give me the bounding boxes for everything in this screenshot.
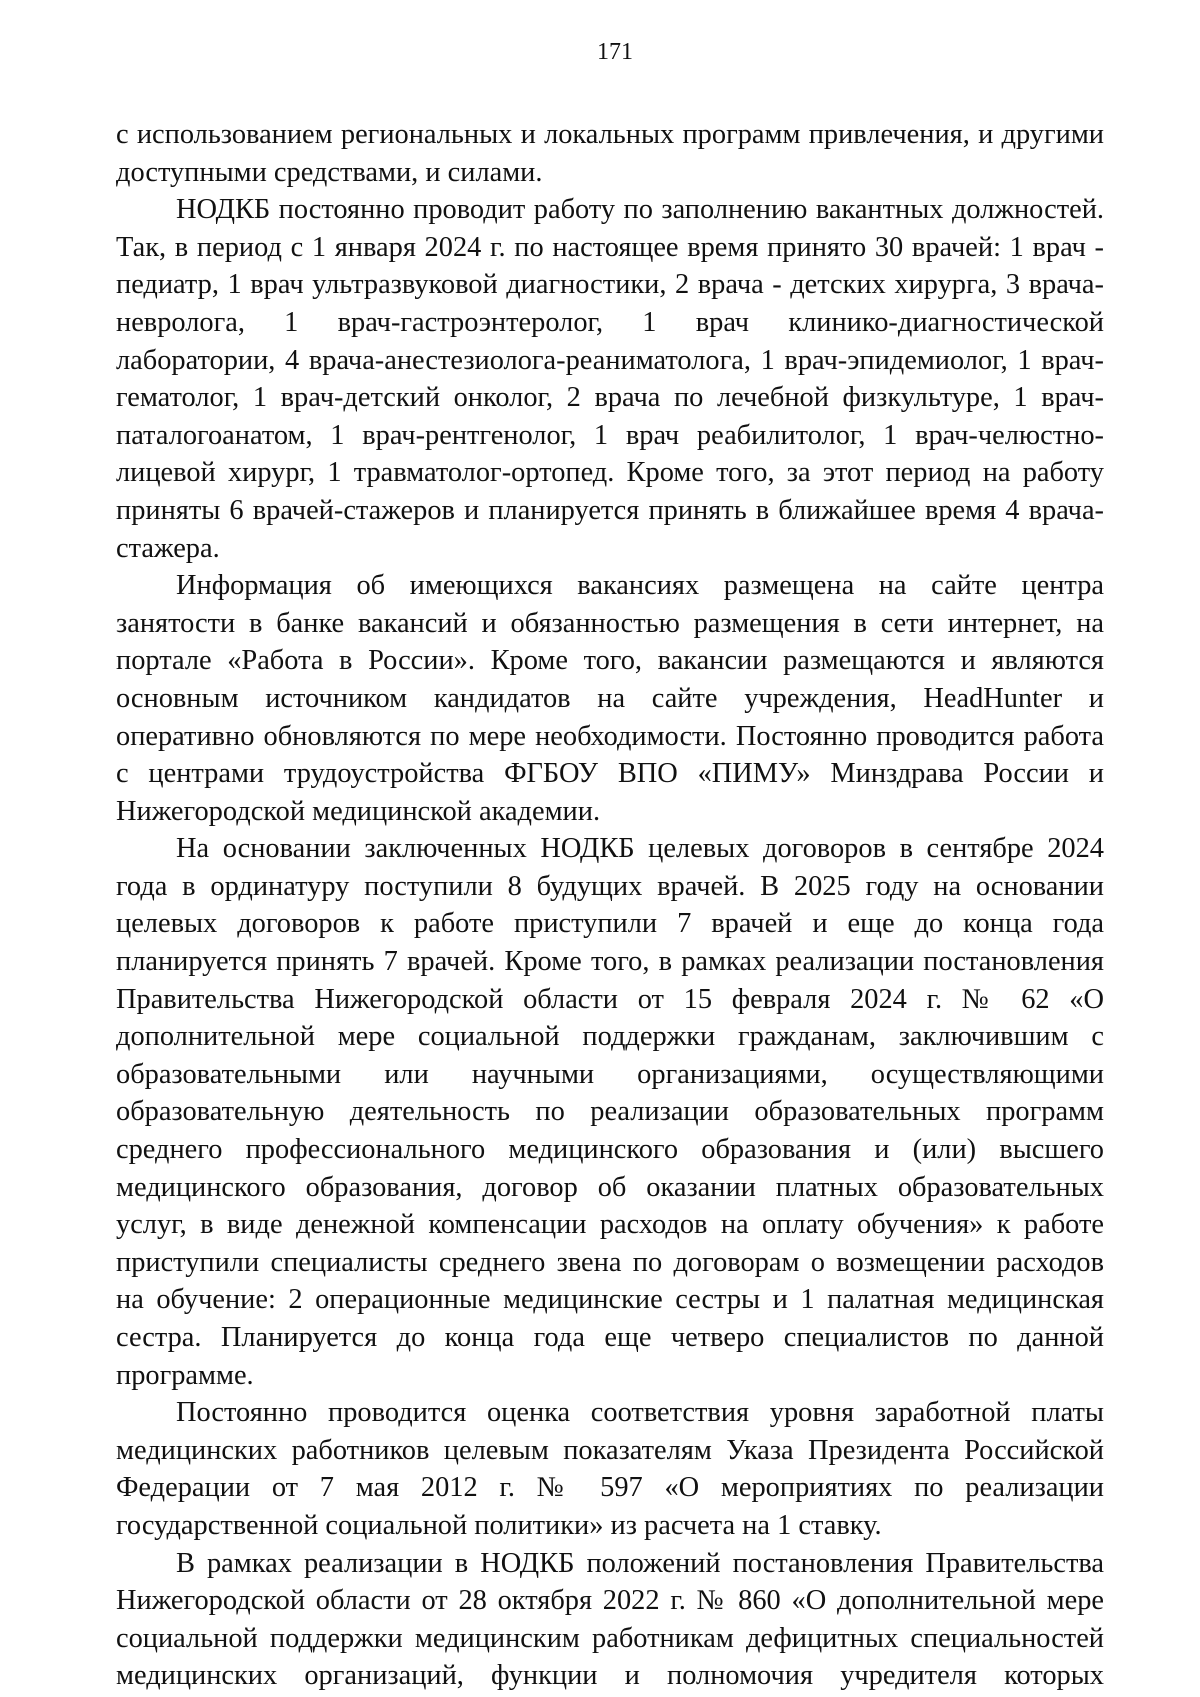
paragraph-vacancies-filling: НОДКБ постоянно проводит работу по заполнению вакантных должностей. Так, в период с 1 января 2024 г. по настоящее время принято 30 врачей: 1 врач - педиатр, 1 врач ультразвуковой диагностики, 2 врача - детских хирурга, 3 врача-невролога, 1 врач-гастроэнтеролог, 1 врач клинико-диагностической лаборатории, 4 врача-анестезиолога-реаниматолога, 1 врач-эпидемиолог, 1 врач-гематолог, 1 врач-детский онколог, 2 врача по лечебной физкультуре, 1 врач-паталогоанатом, 1 врач-рентгенолог, 1 врач реабилитолог, 1 врач-челюстно-лицевой хирург, 1 травматолог-ортопед. Кроме того, за этот период на работу приняты 6 врачей-стажеров и планируется принять в ближайшее время 4 врача-стажера. <box>116 194 1104 564</box>
paragraph-vacancy-information: Информация об имеющихся вакансиях размещена на сайте центра занятости в банке вакансий и обязанностью размещения в сети интернет, на портале «Работа в России». Кроме того, вакансии размещаются и являются основным источником кандидатов на сайте учреждения, HeadHunter и оперативно обновляются по мере необходимости. Постоянно проводится работа с центрами трудоустройства ФГБОУ ВПО «ПИМУ» Минздрава России и Нижегородской медицинской академии. <box>116 570 1104 827</box>
page-number: 171 <box>597 39 633 65</box>
paragraph-continuation: с использованием региональных и локальных программ привлечения, и другими доступными средствами, и силами. <box>116 119 1104 188</box>
paragraph-target-contracts: На основании заключенных НОДКБ целевых договоров в сентябре 2024 года в ординатуру поступили 8 будущих врачей. В 2025 году на основании целевых договоров к работе приступили 7 врачей и еще до конца года планируется принять 7 врачей. Кроме того, в рамках реализации постановления Правительства Нижегородской области от 15 февраля 2024 г. № 62 «О дополнительной мере социальной поддержки гражданам, заключившим с образовательными или научными организациями, осуществляющими образовательную деятельность по реализации образовательных программ среднего профессионального медицинского образования и (или) высшего медицинского образования, договор об оказании платных образовательных услуг, в виде денежной компенсации расходов на оплату обучения» к работе приступили специалисты среднего звена по договорам о возмещении расходов на обучение: 2 операционные медицинские сестры и 1 палатная медицинская сестра. Планируется до конца года еще четверо специалистов по данной программе. <box>116 833 1104 1391</box>
paragraph-salary-assessment: Постоянно проводится оценка соответствия уровня заработной платы медицинских работников целевым показателям Указа Президента Российской Федерации от 7 мая 2012 г. № 597 «О мероприятиях по реализации государственной социальной политики» из расчета на 1 ставку. <box>116 1397 1104 1541</box>
paragraph-resolution-860: В рамках реализации в НОДКБ положений постановления Правительства Нижегородской области от 28 октября 2022 г. № 860 «О дополнительной мере социальной поддержки медицинским работникам дефицитных специальностей медицинских организаций, функции и полномочия учредителя которых <box>116 1547 1104 1692</box>
